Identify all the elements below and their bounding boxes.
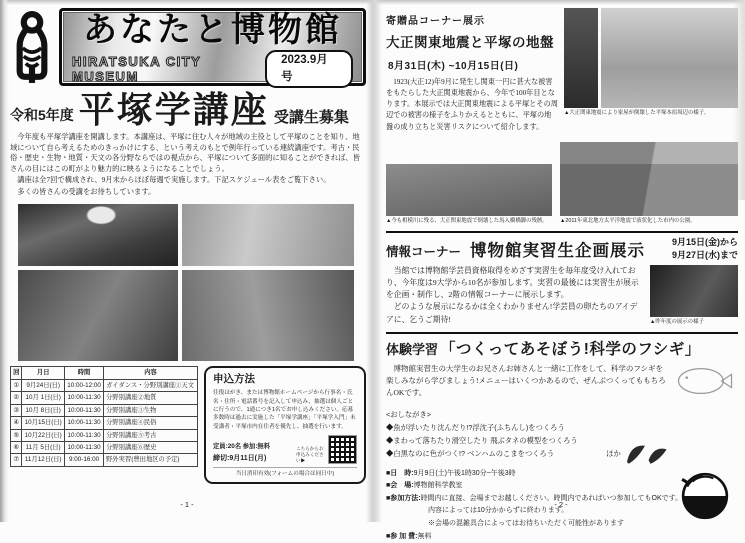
intern-body-row xyxy=(386,265,738,326)
photo-earthquake-record xyxy=(564,8,598,108)
caption-collapsed-houses: ▲大正関東地震により家屋が倒壊した平塚本宿周辺の様子。 xyxy=(564,110,738,117)
section-divider xyxy=(386,231,738,234)
application-meta-left xyxy=(213,442,292,464)
section-divider xyxy=(386,332,738,335)
photo-liquefaction-park xyxy=(560,142,738,216)
intern-paragraph: 当館では博物館学芸員資格取得をめざす実習生を毎年度受け入れており、今年度は9大学から10名が参加します。実習の最後には実習生が展示を企画・制作し、2階の情報コーナーに展示します。 xyxy=(386,265,642,301)
intern-paragraph: どのような展示になるかは全くわかりません!学芸員の卵たちのアイデアに、乞うご期待! xyxy=(386,301,642,325)
cell-content: 分野別講座②地質 xyxy=(104,392,198,404)
course-headline xyxy=(10,89,366,129)
menu-item: ◆まわって落ちたり滑空したり 飛ぶタネの模型をつくろう xyxy=(386,435,738,448)
schedule-row xyxy=(11,417,198,429)
cell-no: ⑥ xyxy=(11,441,22,453)
intern-body xyxy=(386,265,642,326)
workshop-menu xyxy=(386,409,738,460)
detail-text: 時間内に直接、会場までお越しください。時間内であればいつ参加してもOKです。 xyxy=(421,495,683,502)
page-2 xyxy=(386,8,738,514)
cell-time: 10:00-11:30 xyxy=(65,441,104,453)
photo-lecture-hall xyxy=(18,204,178,266)
benham-top-icon xyxy=(680,471,730,526)
masthead xyxy=(10,8,366,86)
col-header-content: 内容 xyxy=(104,367,198,379)
caption-last-year-exhibit: ▲昨年度の展示の様子 xyxy=(650,319,738,326)
page-number-1: -1- xyxy=(10,500,366,509)
donation-text-col xyxy=(386,8,558,133)
donation-photo-row-2 xyxy=(386,142,738,225)
detail-text: 内容によっては10分かからずに終わります。 xyxy=(428,507,568,514)
photo-shrine-stairs xyxy=(18,270,178,361)
capacity-fee-line: 定員:20名 参加:無料 xyxy=(213,442,292,451)
cell-no: ⑤ xyxy=(11,429,22,441)
schedule-row xyxy=(11,429,198,441)
fiscal-year-label: 令和5年度 xyxy=(10,105,74,129)
workshop-details-area xyxy=(386,409,738,543)
donation-dates: 8月31日(木) ~10月15日(日) xyxy=(388,57,558,72)
menu-more-label: ほか xyxy=(606,449,621,458)
page-spine xyxy=(366,0,382,522)
col-header-no: 回 xyxy=(11,367,22,379)
donation-photo-col xyxy=(564,8,738,133)
issue-badge: 2023.9月号 xyxy=(265,50,353,88)
cell-no: ⑦ xyxy=(11,454,22,466)
photo-field-group xyxy=(182,270,354,361)
schedule-row xyxy=(11,404,198,416)
workshop-body-row xyxy=(386,359,738,403)
newsletter-title: あなたと博物館 xyxy=(72,12,353,49)
museum-name-en: HIRATSUKA CITY MUSEUM xyxy=(72,54,265,84)
course-title: 平塚学講座 xyxy=(79,93,269,129)
intern-title: 博物館実習生企画展示 xyxy=(470,237,645,261)
schedule-row xyxy=(11,441,198,453)
park-photo-col xyxy=(560,142,738,225)
detail-label: ■参加方法: xyxy=(386,495,421,502)
donation-section xyxy=(386,8,738,133)
cell-date: 10月 8日(日) xyxy=(22,404,65,416)
workshop-kicker: 体験学習 xyxy=(386,339,438,358)
cell-time: 10:00-12:00 xyxy=(65,379,104,391)
application-body: 往復はがき、または博物館ホームページから行事名・氏名・住所・電話番号を記入して申込み、抽選は個人ごとに行うので、1通につき1名でお申し込みください。応募多数時は過去に実施した「平塚学講座」「平塚学入門」未受講者・平塚市内在住者を優先し、抽選を行います。 xyxy=(213,389,357,431)
menu-label: <おしながき> xyxy=(386,409,738,422)
scan-edge-left xyxy=(0,0,9,522)
caption-liquefaction-park: ▲2011年東北地方太平洋地震で液状化した市内の公園。 xyxy=(560,218,738,225)
detail-text: 博物館科学教室 xyxy=(414,482,463,489)
intro-paragraph: 講座は全7回で構成され、9月末からほぼ毎週で実施します。下記スケジュール表をご覧下さい。 xyxy=(10,175,366,186)
deadline-line: 締切:9月11日(月) xyxy=(213,454,292,465)
cell-no: ① xyxy=(11,379,22,391)
intern-dates xyxy=(672,236,738,261)
cell-time: 10:00-11:30 xyxy=(65,429,104,441)
photo-collapsed-houses xyxy=(601,8,738,108)
cell-date: 11月12日(日) xyxy=(22,454,65,466)
workshop-section-head xyxy=(386,337,738,359)
cell-date: 9月24日(日) xyxy=(22,379,65,391)
cell-content: 分野別講座③生物 xyxy=(104,404,198,416)
page1-bottom-row xyxy=(10,366,366,483)
cell-no: ② xyxy=(11,392,22,404)
page-number-2: -2- xyxy=(386,500,738,509)
intern-kicker: 情報コーナー xyxy=(386,242,461,260)
col-header-date: 月日 xyxy=(22,367,65,379)
detail-text: 無料 xyxy=(417,533,431,540)
detail-line xyxy=(386,531,692,543)
cell-content: 分野別講座⑥歴史 xyxy=(104,441,198,453)
cell-time: 9:00-16:00 xyxy=(65,454,104,466)
col-header-time: 時間 xyxy=(65,367,104,379)
intern-title-group xyxy=(386,237,645,261)
cell-content: 分野別講座⑤考古 xyxy=(104,429,198,441)
cell-time: 10:00-11:30 xyxy=(65,417,104,429)
cell-date: 10月 1日(日) xyxy=(22,392,65,404)
cell-date: 10月22日(日) xyxy=(22,429,65,441)
menu-item-text: ◆白黒なのに色がつく!? ベンハムのこまをつくろう xyxy=(386,449,554,458)
postmark-note: 当日消印有効(フォームの場合は同日中) xyxy=(213,467,357,478)
donation-title: 大正関東地震と平塚の地盤 xyxy=(386,31,558,51)
intern-date-to: 9月27日(水)まで xyxy=(672,249,738,262)
intro-paragraph: 多くの皆さんの受講をお待ちしています。 xyxy=(10,187,366,198)
page-1 xyxy=(10,8,366,514)
qr-label: こちらからお申込みください▶ xyxy=(296,446,324,465)
cell-date: 11月 5日(日) xyxy=(22,441,65,453)
schedule-row xyxy=(11,392,198,404)
menu-item: ◆魚が浮いたり沈んだり!?浮沈子(ふちんし)をつくろう xyxy=(386,422,738,435)
museum-logo-icon xyxy=(10,8,54,86)
caption-bridge-pier: ▲今も相模川に残る、大正関東地震で倒壊した馬入橋橋脚の残骸。 xyxy=(386,218,552,225)
intern-photo-col xyxy=(650,265,738,326)
course-photo-grid xyxy=(18,204,358,361)
detail-text: 9月9日(土)午後1時30分~午後3時 xyxy=(414,470,516,477)
menu-item xyxy=(386,448,738,461)
intern-section-head xyxy=(386,236,738,261)
cell-content: 分野別講座④民俗 xyxy=(104,417,198,429)
cell-content: ガイダンス・分野別講座①天文 xyxy=(104,379,198,391)
bridge-photo-col xyxy=(386,164,552,225)
application-meta xyxy=(213,435,357,464)
schedule-table xyxy=(10,366,198,466)
application-title: 申込方法 xyxy=(213,372,357,388)
photo-bridge-pier-remains xyxy=(386,164,552,216)
schedule-header-row xyxy=(11,367,198,379)
course-intro xyxy=(10,132,366,197)
donation-kicker: 寄贈品コーナー展示 xyxy=(386,12,558,27)
qr-code xyxy=(328,435,357,464)
detail-label: ■日 時: xyxy=(386,470,414,477)
detail-label: ■会 場: xyxy=(386,482,414,489)
cell-time: 10:00-11:30 xyxy=(65,404,104,416)
donation-body: 1923(大正12)年9月に発生し関東一円に甚大な被害をもたらした大正関東地震から、今年で100年目となります。本展示では大正関東地震による平塚とその周辺での被害の様子をふりかえるとともに、平塚の地盤の成り立ちと災害リスクについて紹介します。 xyxy=(386,77,558,133)
workshop-title: 「つくってあそぼう!科学のフシギ」 xyxy=(440,337,701,359)
intro-paragraph: 今年度も平塚学講座を開講します。本講座は、平塚に住む人々が地域の主役として平塚のことを知り、地域について自ら考えるためのきっかけにする、という考えのもとで例年行っている連続講座です。考古・民俗・歴史・生物・地質・天文の各分野ならではの視点から、平塚について多面的に知ることができれば、皆さんの目にはこの町がより魅力的に映るようになることでしょう。 xyxy=(10,132,366,174)
detail-line xyxy=(386,480,692,493)
masthead-titlebox xyxy=(59,8,366,86)
masthead-subrow xyxy=(72,50,353,88)
schedule-row xyxy=(11,454,198,466)
cell-content: 野外実習(豊田地区の予定) xyxy=(104,454,198,466)
cell-time: 10:00-11:30 xyxy=(65,392,104,404)
photo-field-walk-street xyxy=(182,204,354,266)
schedule-row xyxy=(11,379,198,391)
cell-no: ③ xyxy=(11,404,22,416)
fish-illustration-icon xyxy=(676,359,734,403)
application-box xyxy=(204,366,366,483)
cell-no: ④ xyxy=(11,417,22,429)
donation-photo-row xyxy=(564,8,738,108)
recruit-label: 受講生募集 xyxy=(274,106,349,129)
detail-line xyxy=(428,518,692,531)
detail-label: ■参 加 費: xyxy=(386,533,417,540)
detail-text: ※会場の混雑具合によってはお待ちいただく可能性があります xyxy=(428,520,624,527)
cell-date: 10月15日(日) xyxy=(22,417,65,429)
workshop-body: 博物館実習生の大学生のお兄さんお姉さんと一緒に工作をして、科学のフシギを楽しみながら学びましょう!メニューはいくつかあるので、ぜんぶつくってももちろんOKです。 xyxy=(386,363,670,403)
seed-illustration-icon xyxy=(618,435,672,476)
photo-last-year-exhibit xyxy=(650,265,738,317)
intern-date-from: 9月15日(金)から xyxy=(672,236,738,249)
